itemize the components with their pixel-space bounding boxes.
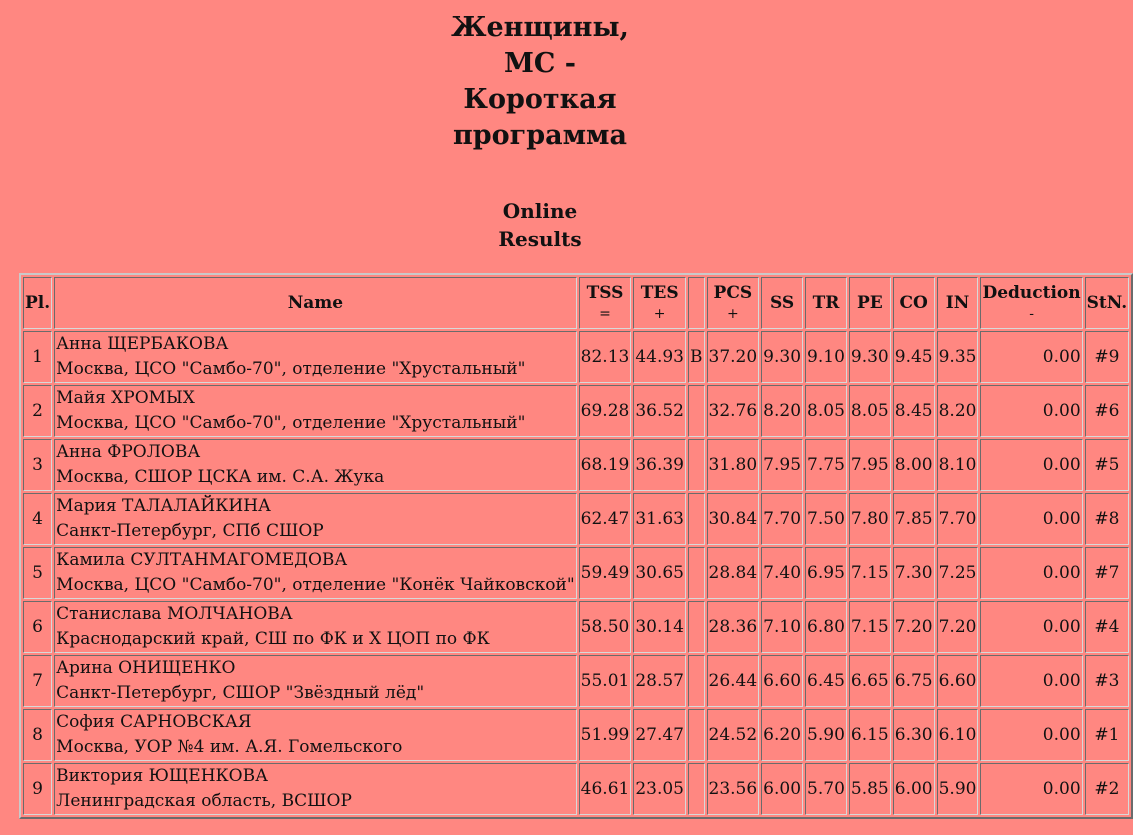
cell-name xyxy=(54,763,576,815)
cell-tr: 6.45 xyxy=(805,655,847,707)
cell-place: 7 xyxy=(23,655,52,707)
skater-name: Анна ФРОЛОВА xyxy=(56,442,201,462)
skater-name: Станислава МОЛЧАНОВА xyxy=(56,604,293,624)
cell-tr: 9.10 xyxy=(805,331,847,383)
skater-club: Краснодарский край, СШ по ФК и Х ЦОП по ФК xyxy=(56,629,490,649)
cell-pcs: 28.84 xyxy=(707,547,760,599)
skater-name: Арина ОНИЩЕНКО xyxy=(56,658,236,678)
cell-pcs: 26.44 xyxy=(707,655,760,707)
cell-place: 6 xyxy=(23,601,52,653)
cell-flag xyxy=(688,493,705,545)
cell-tes: 30.65 xyxy=(633,547,686,599)
cell-tes: 36.39 xyxy=(633,439,686,491)
cell-flag xyxy=(688,601,705,653)
cell-pe: 8.05 xyxy=(849,385,891,437)
cell-pcs: 24.52 xyxy=(707,709,760,761)
cell-tr: 7.50 xyxy=(805,493,847,545)
cell-place: 8 xyxy=(23,709,52,761)
cell-tr: 5.90 xyxy=(805,709,847,761)
cell-deduction: 0.00 xyxy=(980,601,1082,653)
cell-flag xyxy=(688,655,705,707)
cell-pe: 5.85 xyxy=(849,763,891,815)
cell-deduction: 0.00 xyxy=(980,439,1082,491)
cell-start-number: #7 xyxy=(1085,547,1130,599)
cell-tss: 68.19 xyxy=(579,439,632,491)
cell-in: 8.20 xyxy=(937,385,979,437)
cell-co: 8.45 xyxy=(893,385,935,437)
header-flag xyxy=(688,277,705,329)
cell-co: 8.00 xyxy=(893,439,935,491)
cell-co: 7.20 xyxy=(893,601,935,653)
cell-pcs: 32.76 xyxy=(707,385,760,437)
cell-tss: 51.99 xyxy=(579,709,632,761)
cell-pcs: 23.56 xyxy=(707,763,760,815)
cell-in: 6.60 xyxy=(937,655,979,707)
cell-name xyxy=(54,493,576,545)
cell-place: 4 xyxy=(23,493,52,545)
table-row xyxy=(23,763,1129,815)
cell-name xyxy=(54,439,576,491)
header-ss: SS xyxy=(761,277,803,329)
cell-place: 3 xyxy=(23,439,52,491)
cell-deduction: 0.00 xyxy=(980,655,1082,707)
skater-club: Москва, ЦСО "Самбо-70", отделение "Хрустальный" xyxy=(56,359,526,379)
cell-tss: 59.49 xyxy=(579,547,632,599)
cell-pe: 6.65 xyxy=(849,655,891,707)
results-table xyxy=(19,273,1133,819)
cell-tes: 27.47 xyxy=(633,709,686,761)
cell-co: 6.75 xyxy=(893,655,935,707)
cell-place: 5 xyxy=(23,547,52,599)
cell-pe: 7.15 xyxy=(849,601,891,653)
cell-start-number: #6 xyxy=(1085,385,1130,437)
cell-pcs: 37.20 xyxy=(707,331,760,383)
header-co: CO xyxy=(893,277,935,329)
header-tss xyxy=(579,277,632,329)
title-line: программа xyxy=(453,120,627,151)
cell-deduction: 0.00 xyxy=(980,763,1082,815)
cell-start-number: #4 xyxy=(1085,601,1130,653)
cell-tr: 5.70 xyxy=(805,763,847,815)
cell-tr: 6.95 xyxy=(805,547,847,599)
cell-deduction: 0.00 xyxy=(980,493,1082,545)
cell-pe: 9.30 xyxy=(849,331,891,383)
cell-co: 6.00 xyxy=(893,763,935,815)
cell-tes: 30.14 xyxy=(633,601,686,653)
cell-start-number: #8 xyxy=(1085,493,1130,545)
cell-in: 7.20 xyxy=(937,601,979,653)
table-row xyxy=(23,655,1129,707)
cell-tr: 6.80 xyxy=(805,601,847,653)
header-pe: PE xyxy=(849,277,891,329)
cell-name xyxy=(54,385,576,437)
cell-deduction: 0.00 xyxy=(980,709,1082,761)
cell-pe: 7.15 xyxy=(849,547,891,599)
cell-pe: 7.80 xyxy=(849,493,891,545)
cell-in: 8.10 xyxy=(937,439,979,491)
cell-ss: 7.95 xyxy=(761,439,803,491)
table-row xyxy=(23,493,1129,545)
cell-ss: 7.10 xyxy=(761,601,803,653)
cell-ss: 6.20 xyxy=(761,709,803,761)
cell-flag xyxy=(688,763,705,815)
cell-in: 6.10 xyxy=(937,709,979,761)
cell-pcs: 31.80 xyxy=(707,439,760,491)
table-row xyxy=(23,709,1129,761)
skater-club: Москва, ЦСО "Самбо-70", отделение "Конёк Чайковской" xyxy=(56,575,575,595)
cell-tes: 44.93 xyxy=(633,331,686,383)
cell-name xyxy=(54,601,576,653)
skater-name: София САРНОВСКАЯ xyxy=(56,712,252,732)
table-row xyxy=(23,331,1129,383)
cell-place: 2 xyxy=(23,385,52,437)
cell-ss: 6.60 xyxy=(761,655,803,707)
cell-tss: 82.13 xyxy=(579,331,632,383)
cell-tes: 36.52 xyxy=(633,385,686,437)
cell-flag xyxy=(688,709,705,761)
cell-in: 7.25 xyxy=(937,547,979,599)
cell-tes: 23.05 xyxy=(633,763,686,815)
header-pcs-sym: + xyxy=(726,306,739,322)
header-pl: Pl. xyxy=(23,277,52,329)
header-deduction-label: Deduction xyxy=(982,283,1081,303)
table-row xyxy=(23,601,1129,653)
cell-name xyxy=(54,331,576,383)
table-row xyxy=(23,385,1129,437)
cell-place: 9 xyxy=(23,763,52,815)
cell-flag xyxy=(688,439,705,491)
header-in: IN xyxy=(937,277,979,329)
title-line: MC - xyxy=(504,48,576,79)
cell-start-number: #1 xyxy=(1085,709,1130,761)
cell-tss: 46.61 xyxy=(579,763,632,815)
header-tes xyxy=(633,277,686,329)
header-tss-sym: = xyxy=(599,306,611,322)
cell-name xyxy=(54,655,576,707)
header-name: Name xyxy=(54,277,576,329)
cell-in: 9.35 xyxy=(937,331,979,383)
cell-ss: 7.70 xyxy=(761,493,803,545)
header-pcs-label: PCS xyxy=(713,283,753,303)
cell-tes: 31.63 xyxy=(633,493,686,545)
cell-co: 7.85 xyxy=(893,493,935,545)
cell-tss: 58.50 xyxy=(579,601,632,653)
skater-name: Майя ХРОМЫХ xyxy=(56,388,195,408)
page-title xyxy=(0,10,1080,154)
cell-ss: 8.20 xyxy=(761,385,803,437)
skater-name: Мария ТАЛАЛАЙКИНА xyxy=(56,496,271,516)
cell-start-number: #9 xyxy=(1085,331,1130,383)
cell-tss: 62.47 xyxy=(579,493,632,545)
cell-deduction: 0.00 xyxy=(980,385,1082,437)
cell-start-number: #3 xyxy=(1085,655,1130,707)
skater-club: Ленинградская область, ВСШОР xyxy=(56,791,352,811)
skater-club: Санкт-Петербург, СШОР "Звёздный лёд" xyxy=(56,683,425,703)
header-tes-label: TES xyxy=(640,283,679,303)
cell-tss: 55.01 xyxy=(579,655,632,707)
skater-name: Виктория ЮЩЕНКОВА xyxy=(56,766,268,786)
header-row xyxy=(23,277,1129,329)
header-pcs xyxy=(707,277,760,329)
cell-pcs: 30.84 xyxy=(707,493,760,545)
cell-ss: 7.40 xyxy=(761,547,803,599)
cell-flag xyxy=(688,385,705,437)
cell-flag xyxy=(688,547,705,599)
cell-pcs: 28.36 xyxy=(707,601,760,653)
skater-name: Анна ЩЕРБАКОВА xyxy=(56,334,229,354)
cell-co: 9.45 xyxy=(893,331,935,383)
cell-in: 5.90 xyxy=(937,763,979,815)
subtitle-line: Results xyxy=(498,227,582,251)
table-row xyxy=(23,439,1129,491)
page-subtitle xyxy=(0,197,1080,253)
cell-start-number: #2 xyxy=(1085,763,1130,815)
cell-tr: 8.05 xyxy=(805,385,847,437)
cell-in: 7.70 xyxy=(937,493,979,545)
cell-name xyxy=(54,709,576,761)
table-row xyxy=(23,547,1129,599)
header-tes-sym: + xyxy=(653,306,666,322)
cell-tr: 7.75 xyxy=(805,439,847,491)
header-stn: StN. xyxy=(1085,277,1130,329)
title-line: Женщины, xyxy=(451,12,629,43)
subtitle-line: Online xyxy=(502,199,578,223)
cell-ss: 9.30 xyxy=(761,331,803,383)
cell-ss: 6.00 xyxy=(761,763,803,815)
cell-pe: 6.15 xyxy=(849,709,891,761)
cell-pe: 7.95 xyxy=(849,439,891,491)
title-line: Короткая xyxy=(463,84,617,115)
cell-deduction: 0.00 xyxy=(980,331,1082,383)
cell-place: 1 xyxy=(23,331,52,383)
cell-co: 6.30 xyxy=(893,709,935,761)
skater-club: Москва, ЦСО "Самбо-70", отделение "Хрустальный" xyxy=(56,413,526,433)
cell-name xyxy=(54,547,576,599)
cell-flag: B xyxy=(688,331,705,383)
skater-name: Камила СУЛТАНМАГОМЕДОВА xyxy=(56,550,348,570)
header-deduction-sym: - xyxy=(1029,306,1034,322)
header-tss-label: TSS xyxy=(586,283,624,303)
cell-start-number: #5 xyxy=(1085,439,1130,491)
cell-tss: 69.28 xyxy=(579,385,632,437)
skater-club: Москва, УОР №4 им. А.Я. Гомельского xyxy=(56,737,403,757)
cell-tes: 28.57 xyxy=(633,655,686,707)
skater-club: Санкт-Петербург, СПб СШОР xyxy=(56,521,324,541)
cell-deduction: 0.00 xyxy=(980,547,1082,599)
cell-co: 7.30 xyxy=(893,547,935,599)
header-tr: TR xyxy=(805,277,847,329)
header-deduction xyxy=(980,277,1082,329)
skater-club: Москва, СШОР ЦСКА им. С.А. Жука xyxy=(56,467,385,487)
